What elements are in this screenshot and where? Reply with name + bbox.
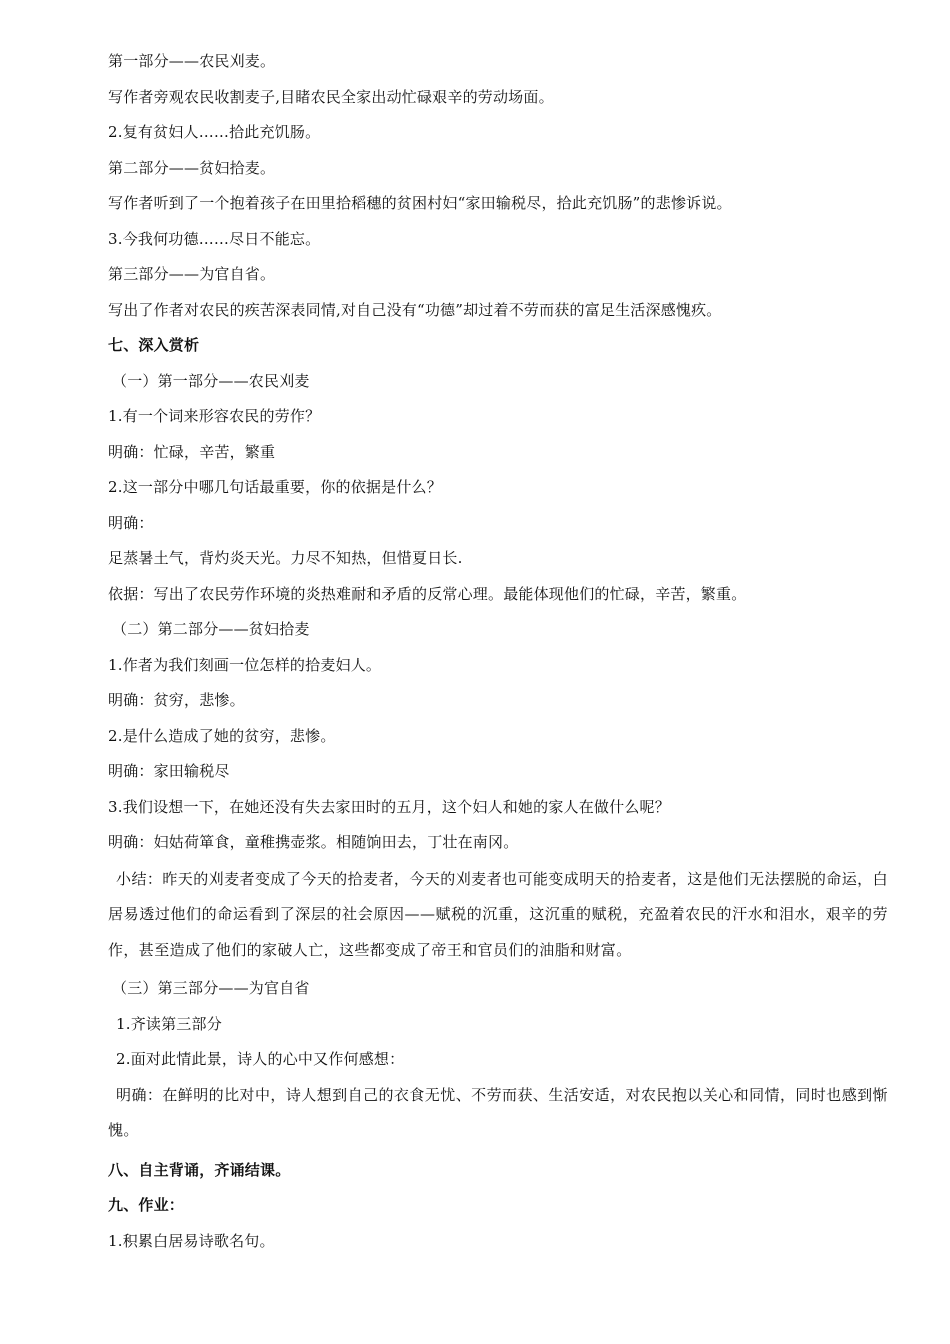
text-line: 3.今我何功德……尽日不能忘。: [108, 229, 321, 248]
text-line: 明确：忙碌，辛苦，繁重: [108, 442, 276, 461]
line-list: [108, 44, 888, 861]
text-line: 明确：妇姑荷箪食，童稚携壶浆。相随饷田去，丁壮在南冈。: [108, 833, 519, 851]
text-line: 写出了作者对农民的疾苦深表同情,对自己没有“功德”却过着不劳而获的富足生活深感愧疚。: [108, 300, 722, 319]
text-line: 1.有一个词来形容农民的劳作？: [108, 407, 321, 425]
part3-answer: 明确：在鲜明的比对中，诗人想到自己的衣食无忧、不劳而获、生活安适，对农民抱以关心和同情，同时也感到惭愧。: [108, 1085, 888, 1139]
text-line: 第三部分——为官自省。: [108, 265, 276, 283]
text-line: 第一部分——农民刈麦。: [108, 52, 276, 70]
text-line: 2.复有贫妇人……拾此充饥肠。: [108, 123, 321, 141]
document-page: [108, 44, 888, 1259]
part3-question-1: 1.齐读第三部分: [116, 1014, 222, 1033]
summary-paragraph: 小结：昨天的刈麦者变成了今天的拾麦者，今天的刈麦者也可能变成明天的拾麦者，这是他们无法摆脱的命运，白居易透过他们的命运看到了深层的社会原因——赋税的沉重，这沉重的赋税，充盈着农民的汗水和泪水，艰辛的劳作，甚至造成了他们的家破人亡，这些都变成了帝王和官员们的油脂和财富。: [108, 869, 888, 959]
section-heading: 七、深入赏析: [108, 336, 200, 354]
text-line: 明确：: [108, 513, 154, 532]
text-line: 依据：写出了农民劳作环境的炎热难耐和矛盾的反常心理。最能体现他们的忙碌，辛苦，繁重。: [108, 584, 747, 603]
section-8-heading: 八、自主背诵，齐诵结课。: [108, 1160, 291, 1179]
text-line: 2.是什么造成了她的贫穷，悲惨。: [108, 726, 336, 745]
text-line: 明确：贫穷，悲惨。: [108, 691, 245, 709]
text-line: 1.作者为我们刻画一位怎样的拾麦妇人。: [108, 655, 382, 674]
text-line: 写作者听到了一个抱着孩子在田里拾稻穗的贫困村妇“家田输税尽，拾此充饥肠”的悲惨诉说。: [108, 194, 732, 212]
part3-heading: （三）第三部分——为官自省: [112, 979, 310, 997]
text-line: 明确：家田输税尽: [108, 762, 230, 780]
text-line: 足蒸暑土气，背灼炎天光。力尽不知热，但惜夏日长.: [108, 549, 463, 567]
homework-item-1: 1.积累白居易诗歌名句。: [108, 1231, 275, 1250]
text-line: 2.这一部分中哪几句话最重要，你的依据是什么？: [108, 478, 442, 496]
text-line: 第二部分——贫妇拾麦。: [108, 158, 276, 177]
text-line: 3.我们设想一下，在她还没有失去家田时的五月，这个妇人和她的家人在做什么呢？: [108, 797, 670, 816]
text-line: 写作者旁观农民收割麦子,目睹农民全家出动忙碌艰辛的劳动场面。: [108, 87, 554, 106]
subsection-heading: （一）第一部分——农民刈麦: [112, 371, 310, 390]
subsection-heading: （二）第二部分——贫妇拾麦: [112, 620, 310, 638]
part3-question-2: 2.面对此情此景，诗人的心中又作何感想：: [116, 1050, 405, 1068]
section-9-heading: 九、作业：: [108, 1196, 185, 1214]
